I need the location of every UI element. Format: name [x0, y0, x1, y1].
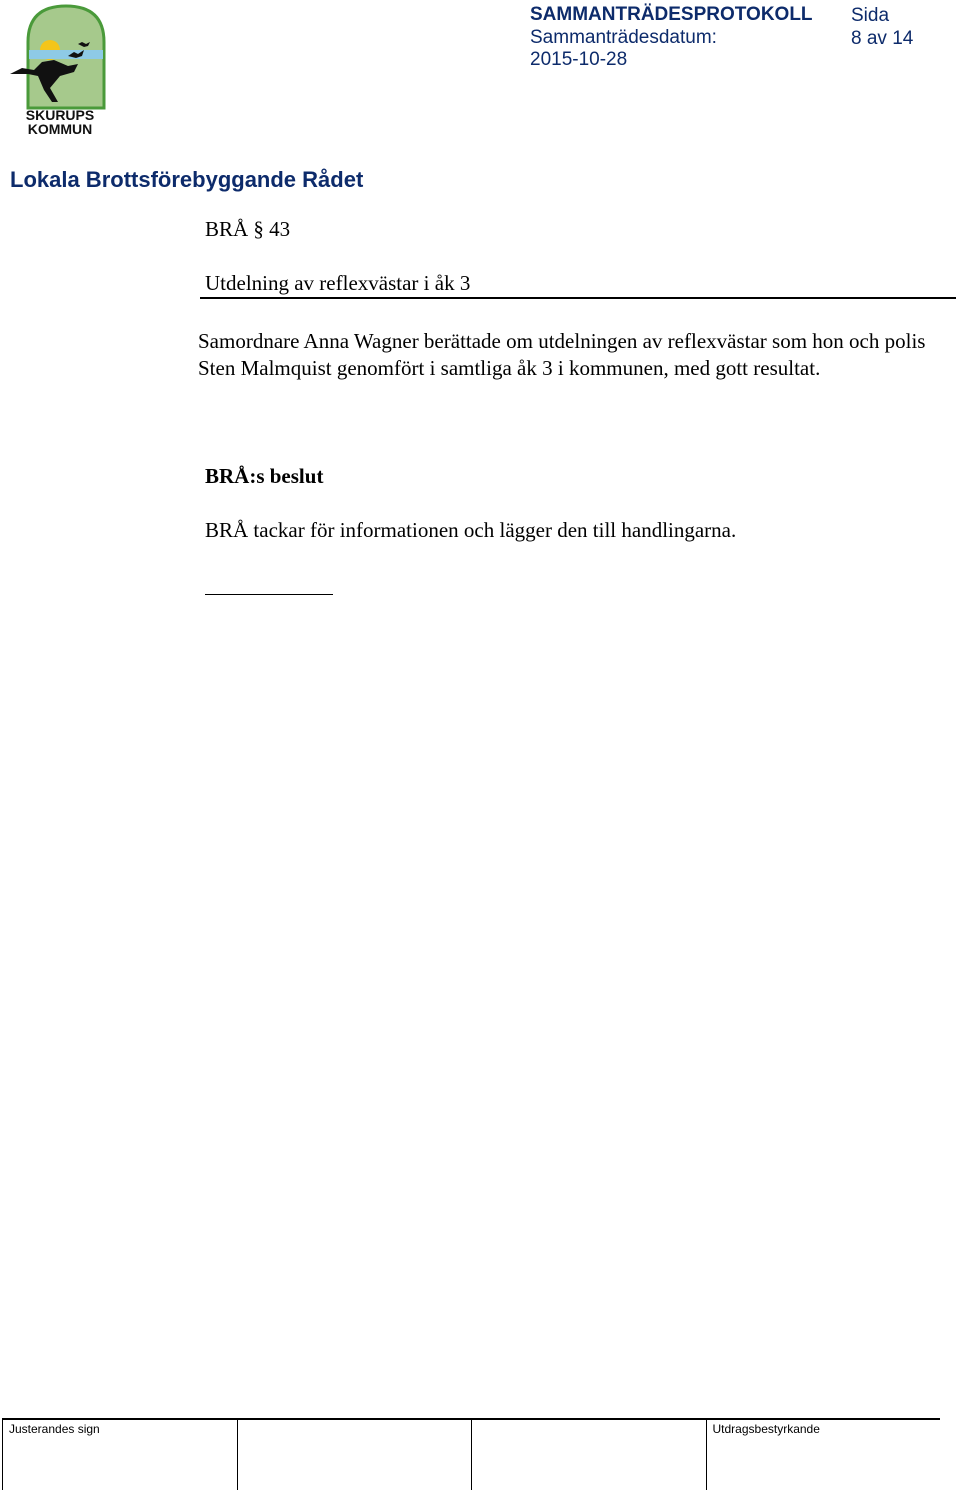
decision-text: BRÅ tackar för informationen och lägger den till handlingarna. — [205, 518, 737, 542]
section-end-rule — [205, 594, 333, 595]
page-label: Sida — [851, 5, 890, 26]
paragraph-reference: BRÅ § 43 — [205, 217, 291, 241]
meeting-date-value: 2015-10-28 — [530, 49, 628, 70]
footer-cell-blank-1 — [237, 1420, 472, 1490]
organization-title: Lokala Brottsförebyggande Rådet — [10, 167, 364, 192]
footer-cell-utdragsbestyrkande — [706, 1420, 941, 1490]
logo-line2: KOMMUN — [27, 121, 93, 137]
footer-cell-label: Utdragsbestyrkande — [712, 1422, 820, 1436]
footer-cell-label: Justerandes sign — [9, 1422, 100, 1436]
footer-cell-blank-2 — [471, 1420, 706, 1490]
skurups-kommun-logo — [8, 2, 112, 138]
item-title: Utdelning av reflexvästar i åk 3 — [205, 271, 471, 295]
decision-heading: BRÅ:s beslut — [205, 464, 324, 488]
signature-footer — [2, 1418, 940, 1490]
page-number: 8 av 14 — [851, 28, 914, 49]
footer-cell-justerandes-sign — [2, 1420, 237, 1490]
logo-line1: SKURUPS — [25, 107, 95, 123]
item-title-rule — [200, 297, 956, 299]
meeting-date-label: Sammanträdesdatum: — [530, 27, 717, 48]
protocol-title: SAMMANTRÄDESPROTOKOLL — [530, 4, 813, 25]
item-body: Samordnare Anna Wagner berättade om utdelningen av reflexvästar som hon och polis Sten Malmquist genomfört i samtliga åk 3 i kommunen, med gott resultat. — [198, 329, 926, 380]
